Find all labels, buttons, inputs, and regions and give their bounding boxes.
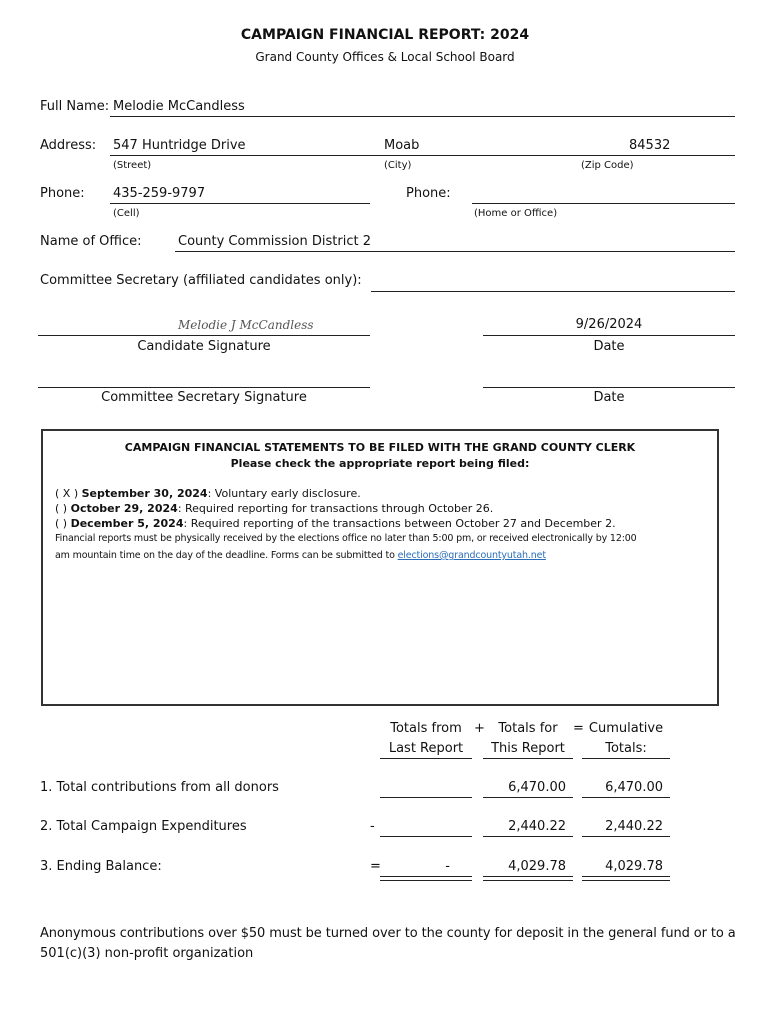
row-expenditures-op: - <box>370 819 375 834</box>
option-text: : Required reporting for transactions through October 26. <box>177 502 494 515</box>
secretary-signature-line <box>38 387 370 388</box>
footer-note-line1: Anonymous contributions over $50 must be turned over to the county for deposit in the general fund or to a <box>40 926 736 941</box>
date2-caption: Date <box>593 390 625 405</box>
street-caption: (Street) <box>113 160 152 171</box>
date-value[interactable]: 9/26/2024 <box>575 317 643 332</box>
row-expenditures-this-line <box>483 836 573 837</box>
option-mark[interactable]: ( ) <box>55 502 68 515</box>
box-subheading: Please check the appropriate report being filed: <box>230 457 530 470</box>
street-value[interactable]: 547 Huntridge Drive <box>113 138 246 153</box>
city-value[interactable]: Moab <box>384 138 420 153</box>
phone2-underline <box>472 203 735 204</box>
email-link[interactable]: elections@grandcountyutah.net <box>397 550 546 561</box>
address-underline <box>110 155 735 156</box>
office-underline <box>175 251 735 252</box>
row-contributions-cumulative-line <box>582 797 670 798</box>
home-caption: (Home or Office) <box>474 208 558 219</box>
col-cumulative-underline <box>582 758 670 759</box>
col-cumulative-line2: Totals: <box>605 741 647 756</box>
option-mark[interactable]: ( X ) <box>55 487 79 500</box>
col-this-line1: Totals for <box>498 721 558 736</box>
col-cumulative-line1: Cumulative <box>588 721 664 736</box>
office-value[interactable]: County Commission District 2 <box>178 234 371 249</box>
row-contributions-this[interactable]: 6,470.00 <box>508 780 566 795</box>
option-text: : Required reporting of the transactions between October 27 and December 2. <box>183 517 616 530</box>
candidate-signature: Melodie J McCandless <box>178 318 314 332</box>
footer-note-line2: 501(c)(3) non-profit organization <box>40 946 254 961</box>
zip-value[interactable]: 84532 <box>629 138 671 153</box>
cell-phone-underline <box>110 203 370 204</box>
row-balance-this[interactable]: 4,029.78 <box>508 859 566 874</box>
secretary-underline <box>371 291 735 292</box>
row-expenditures-label: 2. Total Campaign Expenditures <box>40 819 247 834</box>
row-contributions-label: 1. Total contributions from all donors <box>40 780 279 795</box>
row-expenditures-this[interactable]: 2,440.22 <box>508 819 566 834</box>
office-label: Name of Office: <box>40 234 142 249</box>
deadline-note-line1: Financial reports must be physically received by the elections office no later than 5:00 pm, or received electronically by 12:00 <box>55 533 637 544</box>
cell-phone-value[interactable]: 435-259-9797 <box>113 186 206 201</box>
col-last-line2: Last Report <box>388 741 464 756</box>
note-text: am mountain time on the day of the deadline. Forms can be submitted to <box>55 550 398 561</box>
candidate-signature-line <box>38 335 370 336</box>
box-heading: CAMPAIGN FINANCIAL STATEMENTS TO BE FILED WITH THE GRAND COUNTY CLERK <box>124 441 636 454</box>
full-name-value[interactable]: Melodie McCandless <box>113 99 245 114</box>
row-contributions-last-line <box>380 797 472 798</box>
col-this-line2: This Report <box>491 741 565 756</box>
row-balance-last-line <box>380 876 472 881</box>
row-balance-cumulative[interactable]: 4,029.78 <box>605 859 663 874</box>
cell-caption: (Cell) <box>113 208 140 219</box>
phone2-label: Phone: <box>406 186 451 201</box>
option-october[interactable] <box>55 502 493 515</box>
row-expenditures-cumulative[interactable]: 2,440.22 <box>605 819 663 834</box>
option-september[interactable] <box>55 487 361 500</box>
date-line <box>483 335 735 336</box>
full-name-underline <box>110 116 735 117</box>
full-name-label: Full Name: <box>40 99 110 114</box>
row-contributions-this-line <box>483 797 573 798</box>
row-expenditures-cumulative-line <box>582 836 670 837</box>
secretary-signature-caption: Committee Secretary Signature <box>101 390 307 405</box>
row-balance-label: 3. Ending Balance: <box>40 859 162 874</box>
address-label: Address: <box>40 138 97 153</box>
row-balance-this-line <box>483 876 573 881</box>
row-expenditures-last-line <box>380 836 472 837</box>
report-subtitle: Grand County Offices & Local School Board <box>255 50 515 64</box>
col-last-line1: Totals from <box>390 721 462 736</box>
date2-line <box>483 387 735 388</box>
option-mark[interactable]: ( ) <box>55 517 68 530</box>
date-caption: Date <box>593 339 625 354</box>
zip-caption: (Zip Code) <box>581 160 634 171</box>
row-balance-cumulative-line <box>582 876 670 881</box>
phone-label: Phone: <box>40 186 85 201</box>
option-text: : Voluntary early disclosure. <box>207 487 361 500</box>
equals-sign: = <box>573 721 584 736</box>
deadline-note-line2 <box>55 550 546 561</box>
row-contributions-cumulative[interactable]: 6,470.00 <box>605 780 663 795</box>
option-december[interactable] <box>55 517 616 530</box>
col-last-underline <box>380 758 472 759</box>
row-balance-last[interactable]: - <box>445 859 450 874</box>
city-caption: (City) <box>384 160 412 171</box>
option-date: October 29, 2024 <box>70 502 178 515</box>
option-date: September 30, 2024 <box>81 487 208 500</box>
option-date: December 5, 2024 <box>70 517 184 530</box>
secretary-label: Committee Secretary (affiliated candidates only): <box>40 273 362 288</box>
filing-instructions-box <box>41 429 719 706</box>
candidate-signature-caption: Candidate Signature <box>137 339 271 354</box>
report-title: CAMPAIGN FINANCIAL REPORT: 2024 <box>240 27 530 43</box>
plus-sign: + <box>474 721 485 736</box>
col-this-underline <box>483 758 573 759</box>
row-balance-op: = <box>370 859 381 874</box>
